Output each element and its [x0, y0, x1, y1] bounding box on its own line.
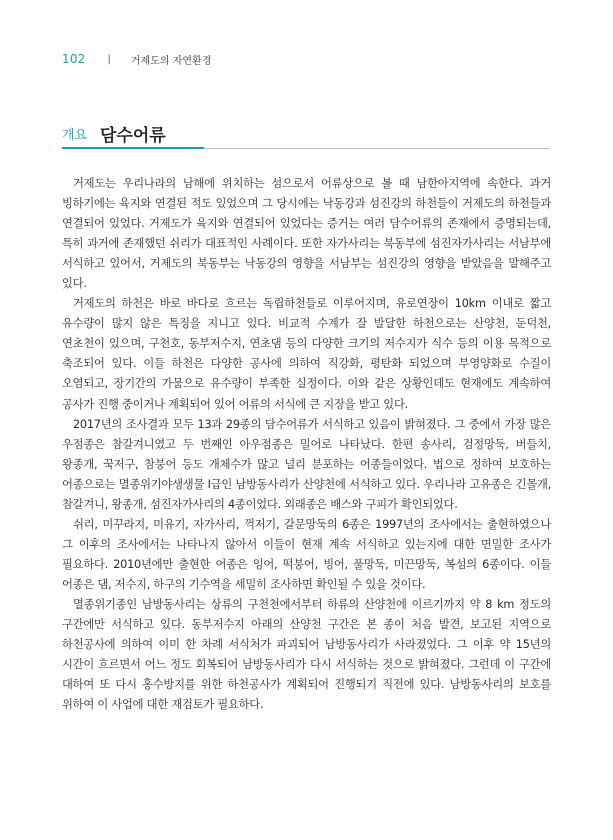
paragraph: 2017년의 조사결과 모두 13과 29종의 담수어류가 서식하고 있음이 밝혀졌다. 그 중에서 가장 많은 우점종은 참갈겨니였고 두 번째인 아우점종은 밀어로 나타났다. 한편 송사리, 검정망둑, 버들치, 왕종개, 꾹저구, 참붕어 등도 개체수가 많고 널리 분포하는 어종들이었다. 법으로 정하여 보호하는 어종으로는 멸종위기야생생물 I급인 남방동사리가 산양천에 서식하고 있다. 우리나라 고유종은 긴몰개, 참갈겨니, 왕종개, 섬진자가사리의 4종이었다. 외래종은 배스와 구피가 확인되었다.	[62, 417, 551, 511]
heading-accent-rule	[62, 147, 204, 149]
running-header	[62, 51, 211, 67]
running-title: 거제도의 자연환경	[130, 55, 212, 67]
paragraph: 멸종위기종인 남방동사리는 상류의 구천천에서부터 하류의 산양천에 이르기까지 약 8 km 정도의 구간에만 서식하고 있다. 동부저수지 아래의 산양천 구간은 본 종이 처음 발견, 보고된 지역으로 하천공사에 의하여 이미 한 차례 서식처가 파괴되어 남방동사리가 사라졌었다. 그 이후 약 15년의 시간이 흐르면서 어느 정도 회복되어 남방동사리가 다시 서식하는 것으로 밝혀졌다. 그런데 이 구간에 대하여 또 다시 홍수방지를 위한 하천공사가 계획되어 진행되기 직전에 있다. 남방동사리의 보호를 위하여 이 사업에 대한 재검토가 필요하다.	[62, 597, 551, 712]
section-title: 담수어류	[100, 126, 166, 146]
section-label: 개요	[62, 128, 88, 143]
body-text	[62, 174, 551, 715]
header-separator: |	[107, 53, 111, 65]
page-number: 102	[62, 52, 86, 66]
paragraph: 거제도의 하천은 바로 바다로 흐르는 독립하천들로 이루어지며, 유로연장이 10km 이내로 짧고 유수량이 많지 않은 특징을 지니고 있다. 비교적 수계가 잘 발달한 하천으로는 산양천, 둔덕천, 연초천이 있으며, 구천호, 동부저수지, 연초댐 등의 다양한 크기의 저수지가 식수 등의 이용 목적으로 축조되어 있다. 이들 하천은 다양한 공사에 의하여 직강화, 평탄화 되었으며 부영양화로 수질이 오염되고, 장기간의 가뭄으로 유수량이 부족한 실정이다. 이와 같은 상황인데도 현재에도 계속하여 공사가 진행 중이거나 계획되어 있어 어류의 서식에 큰 지장을 받고 있다.	[62, 297, 551, 411]
paragraph: 쉬리, 미꾸라지, 미유기, 자가사리, 꺽저기, 갈문망둑의 6종은 1997년의 조사에서는 출현하였으나 그 이후의 조사에서는 나타나지 않아서 이들이 현재 계속 서식하고 있는지에 대한 면밀한 조사가 필요하다. 2010년에만 출현한 어종은 잉어, 떡붕어, 빙어, 풀망둑, 미끈망둑, 복섬의 6종이다. 이들 어종은 댐, 저수지, 하구의 기수역을 세밀히 조사하면 확인될 수 있을 것이다.	[62, 517, 551, 591]
heading-divider-rule	[204, 148, 550, 149]
paragraph: 거제도는 우리나라의 남해에 위치하는 섬으로서 어류상으로 볼 때 남한아지역에 속한다. 과거 빙하기에는 육지와 연결된 적도 있었으며 그 당시에는 낙동강과 섬진강의 하천들이 거제도의 하천들과 연결되어 있었다. 거제도가 육지와 연결되어 있었다는 증거는 여러 담수어류의 존재에서 증명되는데, 특히 과거에 존재했던 쉬리가 대표적인 사례이다. 또한 자가사리는 북동부에 섬진자가사리는 서남부에 서식하고 있어서, 거제도의 북동부는 낙동강의 영향을 서남부는 섬진강의 영향을 받았음을 말해주고 있다.	[62, 177, 551, 291]
